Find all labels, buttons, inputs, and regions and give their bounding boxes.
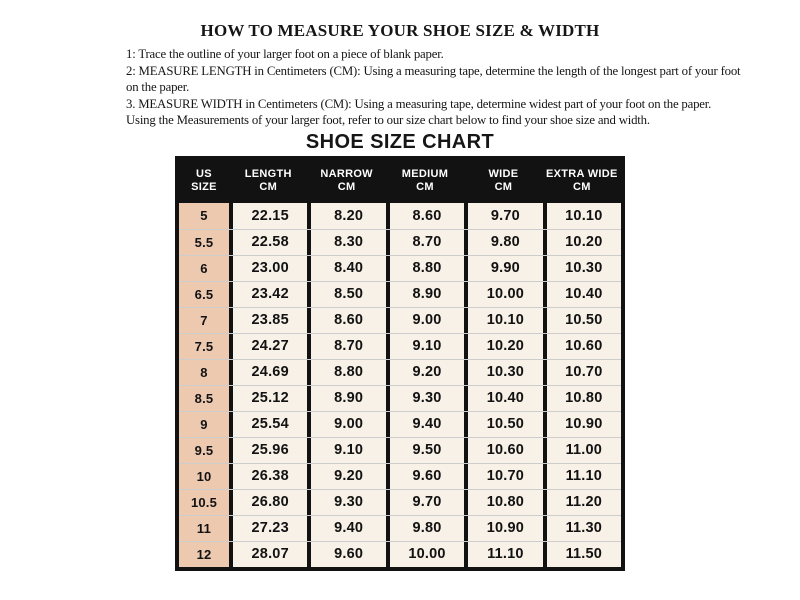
value-cell: 8.80 <box>307 360 385 385</box>
value-cell: 8.30 <box>307 230 385 255</box>
value-cell: 11.30 <box>543 516 621 541</box>
value-cell: 8.70 <box>386 230 464 255</box>
value-cell: 10.00 <box>464 282 542 307</box>
value-cell: 9.40 <box>307 516 385 541</box>
table-row <box>179 437 621 463</box>
us-size-cell: 5 <box>179 203 229 229</box>
table-row <box>179 463 621 489</box>
value-cell: 8.80 <box>386 256 464 281</box>
value-cell: 9.40 <box>386 412 464 437</box>
us-size-cell: 7.5 <box>179 334 229 359</box>
value-cell: 10.10 <box>543 203 621 229</box>
us-size-cell: 9.5 <box>179 438 229 463</box>
us-size-cell: 12 <box>179 542 229 567</box>
table-row <box>179 515 621 541</box>
value-cell: 10.80 <box>543 386 621 411</box>
value-cell: 22.15 <box>229 203 307 229</box>
table-row <box>179 541 621 567</box>
us-size-cell: 10 <box>179 464 229 489</box>
value-cell: 10.70 <box>464 464 542 489</box>
chart-title: SHOE SIZE CHART <box>305 130 495 153</box>
instruction-line: 3. MEASURE WIDTH in Centimeters (CM): Using a measuring tape, determine widest part of your foot on the paper. <box>126 96 712 111</box>
value-cell: 10.50 <box>464 412 542 437</box>
value-cell: 9.60 <box>386 464 464 489</box>
value-cell: 11.10 <box>464 542 542 567</box>
value-cell: 9.60 <box>307 542 385 567</box>
value-cell: 8.70 <box>307 334 385 359</box>
value-cell: 10.40 <box>464 386 542 411</box>
us-size-cell: 8.5 <box>179 386 229 411</box>
header-cell: WIDE CM <box>488 168 519 193</box>
value-cell: 8.40 <box>307 256 385 281</box>
header-cell: US SIZE <box>191 168 217 193</box>
value-cell: 25.96 <box>229 438 307 463</box>
us-size-cell: 5.5 <box>179 230 229 255</box>
value-cell: 10.20 <box>543 230 621 255</box>
value-cell: 10.20 <box>464 334 542 359</box>
value-cell: 10.70 <box>543 360 621 385</box>
value-cell: 9.00 <box>307 412 385 437</box>
instruction-line: on the paper. <box>126 80 190 94</box>
instruction-line: 1: Trace the outline of your larger foot on a piece of blank paper. <box>126 47 444 61</box>
table-body <box>179 203 621 567</box>
size-table <box>175 156 625 571</box>
value-cell: 9.00 <box>386 308 464 333</box>
value-cell: 11.50 <box>543 542 621 567</box>
table-row <box>179 411 621 437</box>
value-cell: 10.90 <box>543 412 621 437</box>
value-cell: 8.90 <box>307 386 385 411</box>
us-size-cell: 6 <box>179 256 229 281</box>
value-cell: 24.27 <box>229 334 307 359</box>
value-cell: 23.85 <box>229 308 307 333</box>
value-cell: 10.60 <box>543 334 621 359</box>
value-cell: 22.58 <box>229 230 307 255</box>
value-cell: 9.50 <box>386 438 464 463</box>
value-cell: 8.50 <box>307 282 385 307</box>
value-cell: 9.30 <box>307 490 385 515</box>
us-size-cell: 10.5 <box>179 490 229 515</box>
value-cell: 11.10 <box>543 464 621 489</box>
instruction-line: Using the Measurements of your larger foot, refer to our size chart below to find your shoe size and width. <box>126 113 650 127</box>
value-cell: 11.20 <box>543 490 621 515</box>
value-cell: 8.60 <box>386 203 464 229</box>
value-cell: 10.90 <box>464 516 542 541</box>
value-cell: 9.20 <box>386 360 464 385</box>
value-cell: 9.80 <box>386 516 464 541</box>
table-row <box>179 281 621 307</box>
value-cell: 10.60 <box>464 438 542 463</box>
value-cell: 8.20 <box>307 203 385 229</box>
value-cell: 9.10 <box>307 438 385 463</box>
value-cell: 24.69 <box>229 360 307 385</box>
value-cell: 10.50 <box>543 308 621 333</box>
table-row <box>179 229 621 255</box>
value-cell: 10.80 <box>464 490 542 515</box>
header-cell: LENGTH CM <box>244 168 292 193</box>
value-cell: 9.90 <box>464 256 542 281</box>
value-cell: 23.00 <box>229 256 307 281</box>
instruction-line: 2: MEASURE LENGTH in Centimeters (CM): Using a measuring tape, determine the length of the longest part of your foot <box>126 63 741 78</box>
value-cell: 25.54 <box>229 412 307 437</box>
header-cell: MEDIUM CM <box>401 168 449 193</box>
table-row <box>179 307 621 333</box>
value-cell: 9.70 <box>464 203 542 229</box>
value-cell: 28.07 <box>229 542 307 567</box>
table-row <box>179 385 621 411</box>
value-cell: 25.12 <box>229 386 307 411</box>
table-row <box>179 489 621 515</box>
value-cell: 27.23 <box>229 516 307 541</box>
value-cell: 10.30 <box>543 256 621 281</box>
table-row <box>179 255 621 281</box>
us-size-cell: 6.5 <box>179 282 229 307</box>
table-header <box>179 160 621 203</box>
value-cell: 26.38 <box>229 464 307 489</box>
value-cell: 9.30 <box>386 386 464 411</box>
us-size-cell: 8 <box>179 360 229 385</box>
value-cell: 10.40 <box>543 282 621 307</box>
table-row <box>179 203 621 229</box>
value-cell: 8.90 <box>386 282 464 307</box>
us-size-cell: 9 <box>179 412 229 437</box>
table-row <box>179 359 621 385</box>
value-cell: 9.20 <box>307 464 385 489</box>
header-cell: EXTRA WIDE CM <box>546 168 618 193</box>
header-cell: NARROW CM <box>320 168 373 193</box>
value-cell: 10.30 <box>464 360 542 385</box>
value-cell: 9.80 <box>464 230 542 255</box>
value-cell: 9.70 <box>386 490 464 515</box>
page-title: HOW TO MEASURE YOUR SHOE SIZE & WIDTH <box>200 21 600 40</box>
instructions <box>126 46 800 129</box>
value-cell: 10.00 <box>386 542 464 567</box>
value-cell: 10.10 <box>464 308 542 333</box>
us-size-cell: 7 <box>179 308 229 333</box>
value-cell: 26.80 <box>229 490 307 515</box>
value-cell: 23.42 <box>229 282 307 307</box>
value-cell: 8.60 <box>307 308 385 333</box>
value-cell: 11.00 <box>543 438 621 463</box>
value-cell: 9.10 <box>386 334 464 359</box>
table-row <box>179 333 621 359</box>
us-size-cell: 11 <box>179 516 229 541</box>
